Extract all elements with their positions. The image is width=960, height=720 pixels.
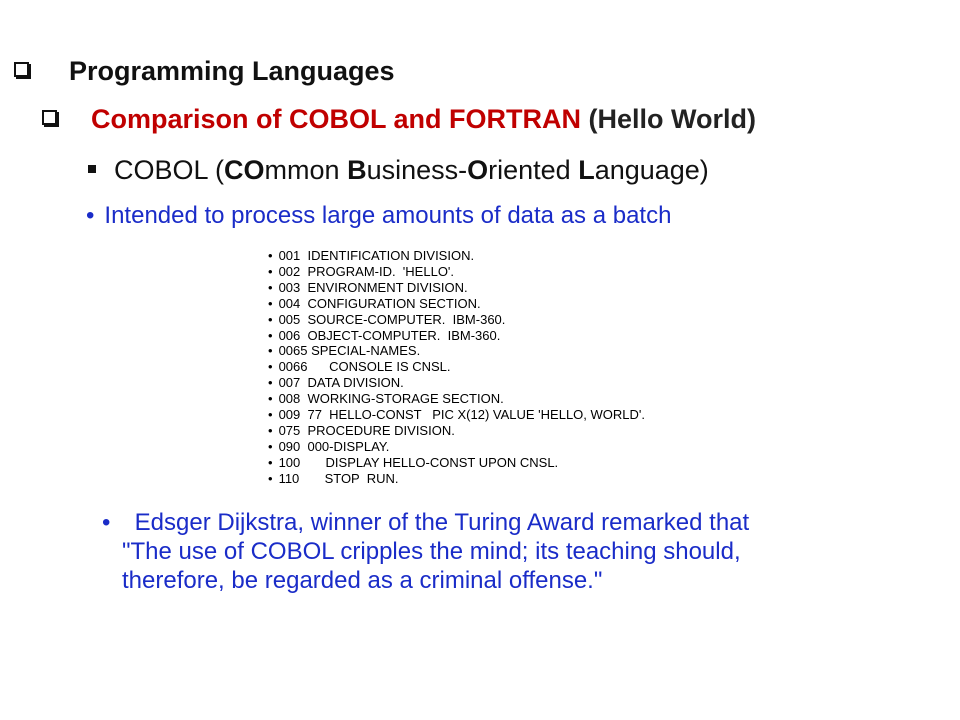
bullet-dot-icon: • (268, 279, 273, 295)
code-line-text: 008 WORKING-STORAGE SECTION. (278, 391, 504, 407)
code-line-text: 006 OBJECT-COMPUTER. IBM-360. (278, 327, 501, 343)
bullet-dot-icon: • (268, 311, 273, 327)
code-line-text: 090 000-DISPLAY. (278, 438, 390, 454)
quote-line-3: therefore, be regarded as a criminal offense." (122, 567, 603, 594)
bullet-dot-icon: • (268, 454, 273, 470)
code-line (268, 391, 645, 407)
bullet-dot-icon: • (268, 359, 273, 375)
bullet-dot-icon: • (268, 375, 273, 391)
code-line (268, 343, 645, 359)
code-line (268, 359, 645, 375)
bullet-dot-icon: • (268, 263, 273, 279)
code-line-text: 003 ENVIRONMENT DIVISION. (278, 279, 468, 295)
dijkstra-quote (102, 508, 749, 595)
heading-title: Programming Languages (69, 56, 395, 86)
bullet-dot-icon: • (268, 422, 273, 438)
cobol-definition (88, 155, 709, 186)
code-line (268, 264, 645, 280)
bullet-dot-icon: • (268, 391, 273, 407)
cobol-part-bold: O (467, 155, 489, 185)
code-line-text: 001 IDENTIFICATION DIVISION. (278, 248, 475, 263)
code-line (268, 439, 645, 455)
bullet-dot-icon: • (268, 295, 273, 311)
subheading-red-text: Comparison of COBOL and FORTRAN (91, 104, 581, 134)
code-line-text: 100 DISPLAY HELLO-CONST UPON CNSL. (278, 454, 559, 470)
code-line-text: 0066 CONSOLE IS CNSL. (278, 359, 451, 375)
code-line (268, 423, 645, 439)
quote-line-1: Edsger Dijkstra, winner of the Turing Award remarked that (128, 509, 750, 536)
subheading-dark-text: (Hello World) (588, 104, 756, 134)
slide-subheading (42, 104, 756, 135)
intro-bullet-text: Intended to process large amounts of data as a batch (104, 202, 672, 229)
code-line-text: 110 STOP RUN. (278, 470, 399, 486)
cobol-part-bold: CO (224, 155, 265, 185)
cobol-part: mmon (264, 155, 348, 185)
code-line (268, 455, 645, 471)
bullet-dot-icon: • (102, 509, 111, 536)
code-line-text: 0065 SPECIAL-NAMES. (278, 343, 421, 359)
cobol-part-bold: L (578, 155, 595, 185)
code-line-text: 004 CONFIGURATION SECTION. (278, 295, 481, 311)
cobol-code-list (268, 248, 645, 487)
bullet-dot-icon: • (268, 343, 273, 359)
code-line-text: 007 DATA DIVISION. (278, 375, 404, 391)
code-line-text: 005 SOURCE-COMPUTER. IBM-360. (278, 311, 506, 327)
code-line (268, 471, 645, 487)
slide-heading (14, 56, 395, 87)
code-line-text: 002 PROGRAM-ID. 'HELLO'. (278, 263, 455, 279)
bullet-dot-icon: • (268, 327, 273, 343)
quote-line-2: "The use of COBOL cripples the mind; its teaching should, (122, 538, 741, 565)
code-line (268, 312, 645, 328)
intro-bullet (86, 202, 671, 230)
bullet-dot-icon: • (268, 470, 273, 486)
code-line (268, 296, 645, 312)
square-bullet-icon (88, 165, 96, 173)
checkbox-bullet-icon (14, 62, 29, 77)
code-line (268, 248, 645, 264)
bullet-dot-icon: • (268, 248, 273, 263)
bullet-dot-icon: • (86, 202, 95, 229)
cobol-part: anguage) (594, 155, 709, 185)
code-line (268, 280, 645, 296)
code-line (268, 375, 645, 391)
cobol-part-bold: B (347, 155, 367, 185)
code-line-text: 009 77 HELLO-CONST PIC X(12) VALUE 'HELLO, WORLD'. (278, 407, 645, 423)
code-line (268, 407, 645, 423)
cobol-part: COBOL ( (114, 155, 225, 185)
bullet-dot-icon: • (268, 407, 273, 423)
cobol-part: riented (488, 155, 579, 185)
cobol-part: usiness- (366, 155, 468, 185)
bullet-dot-icon: • (268, 438, 273, 454)
code-line-text: 075 PROCEDURE DIVISION. (278, 422, 455, 438)
code-line (268, 328, 645, 344)
checkbox-bullet-icon (42, 110, 57, 125)
